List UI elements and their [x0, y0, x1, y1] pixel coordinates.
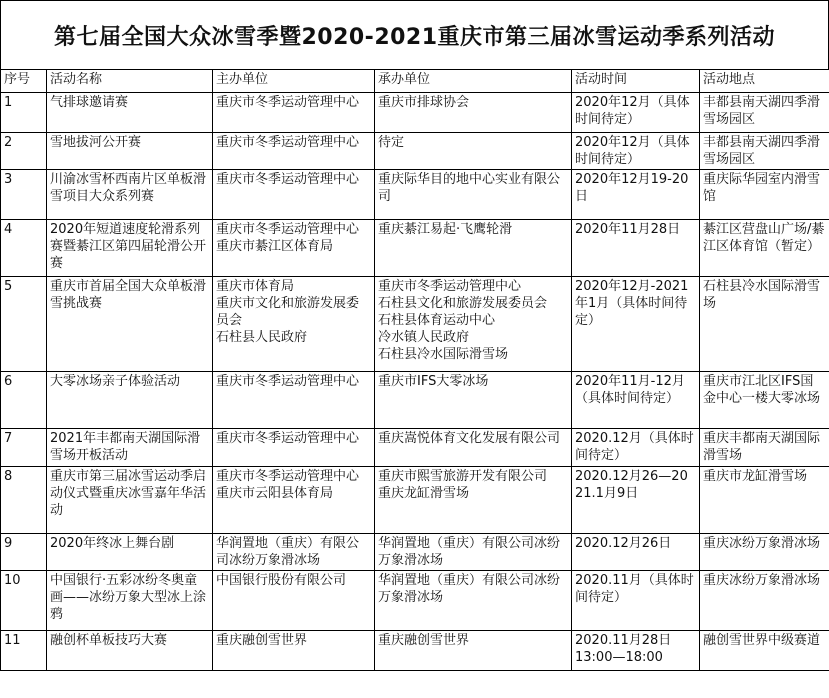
cell-host: 重庆市冬季运动管理中心 — [213, 429, 375, 467]
cell-name: 重庆市首届全国大众单板滑雪挑战赛 — [47, 277, 213, 372]
cell-no: 10 — [1, 571, 47, 631]
cell-place: 重庆市江北区IFS国金中心一楼大零冰场 — [700, 372, 829, 429]
table-header-row — [1, 70, 829, 93]
table-row — [1, 133, 829, 170]
cell-place: 重庆市龙缸滑雪场 — [700, 467, 829, 534]
cell-host: 华润置地（重庆）有限公司冰纷万象滑冰场 — [213, 534, 375, 571]
header-place: 活动地点 — [700, 70, 829, 93]
header-host: 主办单位 — [213, 70, 375, 93]
cell-time: 2020年12月（具体时间待定） — [572, 133, 700, 170]
cell-name: 大零冰场亲子体验活动 — [47, 372, 213, 429]
header-name: 活动名称 — [47, 70, 213, 93]
table-row — [1, 429, 829, 467]
header-time: 活动时间 — [572, 70, 700, 93]
cell-name: 川渝冰雪杯西南片区单板滑雪项目大众系列赛 — [47, 170, 213, 220]
cell-host: 重庆市冬季运动管理中心 — [213, 372, 375, 429]
cell-time: 2020.12月（具体时间待定） — [572, 429, 700, 467]
cell-organizer: 重庆市排球协会 — [375, 93, 572, 133]
table-row — [1, 467, 829, 534]
table-row — [1, 571, 829, 631]
header-no: 序号 — [1, 70, 47, 93]
cell-organizer: 待定 — [375, 133, 572, 170]
cell-place: 綦江区营盘山广场/綦江区体育馆（暂定） — [700, 220, 829, 277]
cell-place: 重庆际华园室内滑雪馆 — [700, 170, 829, 220]
table-row — [1, 277, 829, 372]
cell-name: 中国银行·五彩冰纷冬奥童画——冰纷万象大型冰上涂鸦 — [47, 571, 213, 631]
cell-name: 重庆市第三届冰雪运动季启动仪式暨重庆冰雪嘉年华活动 — [47, 467, 213, 534]
cell-no: 2 — [1, 133, 47, 170]
cell-no: 5 — [1, 277, 47, 372]
cell-host: 重庆市冬季运动管理中心 重庆市綦江区体育局 — [213, 220, 375, 277]
cell-name: 雪地拔河公开赛 — [47, 133, 213, 170]
cell-name: 2020年短道速度轮滑系列赛暨綦江区第四届轮滑公开赛 — [47, 220, 213, 277]
cell-organizer: 华润置地（重庆）有限公司冰纷万象滑冰场 — [375, 571, 572, 631]
document-title: 第七届全国大众冰雪季暨2020-2021重庆市第三届冰雪运动季系列活动 — [0, 0, 829, 69]
table-row — [1, 93, 829, 133]
cell-no: 6 — [1, 372, 47, 429]
cell-time: 2020年11月28日 — [572, 220, 700, 277]
cell-place: 重庆冰纷万象滑冰场 — [700, 534, 829, 571]
cell-place: 丰都县南天湖四季滑雪场园区 — [700, 93, 829, 133]
cell-time: 2020年12月（具体时间待定） — [572, 93, 700, 133]
cell-name: 2021年丰都南天湖国际滑雪场开板活动 — [47, 429, 213, 467]
cell-organizer: 华润置地（重庆）有限公司冰纷万象滑冰场 — [375, 534, 572, 571]
cell-organizer: 重庆綦江易起·飞鹰轮滑 — [375, 220, 572, 277]
cell-organizer: 重庆际华目的地中心实业有限公司 — [375, 170, 572, 220]
cell-name: 融创杯单板技巧大赛 — [47, 631, 213, 671]
table-row — [1, 534, 829, 571]
cell-host: 重庆市冬季运动管理中心 — [213, 133, 375, 170]
cell-time: 2020.11月28日 13:00—18:00 — [572, 631, 700, 671]
cell-time: 2020.12月26日 — [572, 534, 700, 571]
table-row — [1, 170, 829, 220]
cell-host: 重庆市冬季运动管理中心 重庆市云阳县体育局 — [213, 467, 375, 534]
cell-place: 融创雪世界中级赛道 — [700, 631, 829, 671]
cell-place: 丰都县南天湖四季滑雪场园区 — [700, 133, 829, 170]
cell-no: 11 — [1, 631, 47, 671]
cell-host: 重庆市体育局 重庆市文化和旅游发展委员会 石柱县人民政府 — [213, 277, 375, 372]
table-row — [1, 631, 829, 671]
cell-place: 重庆冰纷万象滑冰场 — [700, 571, 829, 631]
cell-time: 2020.11月（具体时间待定） — [572, 571, 700, 631]
table-row — [1, 220, 829, 277]
header-organizer: 承办单位 — [375, 70, 572, 93]
cell-time: 2020年11月-12月（具体时间待定） — [572, 372, 700, 429]
cell-name: 2020年终冰上舞台剧 — [47, 534, 213, 571]
cell-host: 中国银行股份有限公司 — [213, 571, 375, 631]
table-row — [1, 372, 829, 429]
cell-name: 气排球邀请赛 — [47, 93, 213, 133]
cell-place: 重庆丰都南天湖国际滑雪场 — [700, 429, 829, 467]
cell-no: 4 — [1, 220, 47, 277]
cell-time: 2020年12月-2021年1月（具体时间待定） — [572, 277, 700, 372]
cell-organizer: 重庆市冬季运动管理中心 石柱县文化和旅游发展委员会 石柱县体育运动中心 冷水镇人民政府 石柱县冷水国际滑雪场 — [375, 277, 572, 372]
cell-organizer: 重庆融创雪世界 — [375, 631, 572, 671]
cell-host: 重庆市冬季运动管理中心 — [213, 170, 375, 220]
cell-no: 8 — [1, 467, 47, 534]
activity-table — [0, 69, 829, 671]
cell-organizer: 重庆市IFS大零冰场 — [375, 372, 572, 429]
cell-host: 重庆市冬季运动管理中心 — [213, 93, 375, 133]
cell-time: 2020.12月26—2021.1月9日 — [572, 467, 700, 534]
cell-no: 1 — [1, 93, 47, 133]
cell-host: 重庆融创雪世界 — [213, 631, 375, 671]
cell-no: 3 — [1, 170, 47, 220]
cell-organizer: 重庆嵩悦体育文化发展有限公司 — [375, 429, 572, 467]
cell-no: 7 — [1, 429, 47, 467]
cell-organizer: 重庆市熙雪旅游开发有限公司 重庆龙缸滑雪场 — [375, 467, 572, 534]
cell-place: 石柱县冷水国际滑雪场 — [700, 277, 829, 372]
cell-time: 2020年12月19-20日 — [572, 170, 700, 220]
cell-no: 9 — [1, 534, 47, 571]
